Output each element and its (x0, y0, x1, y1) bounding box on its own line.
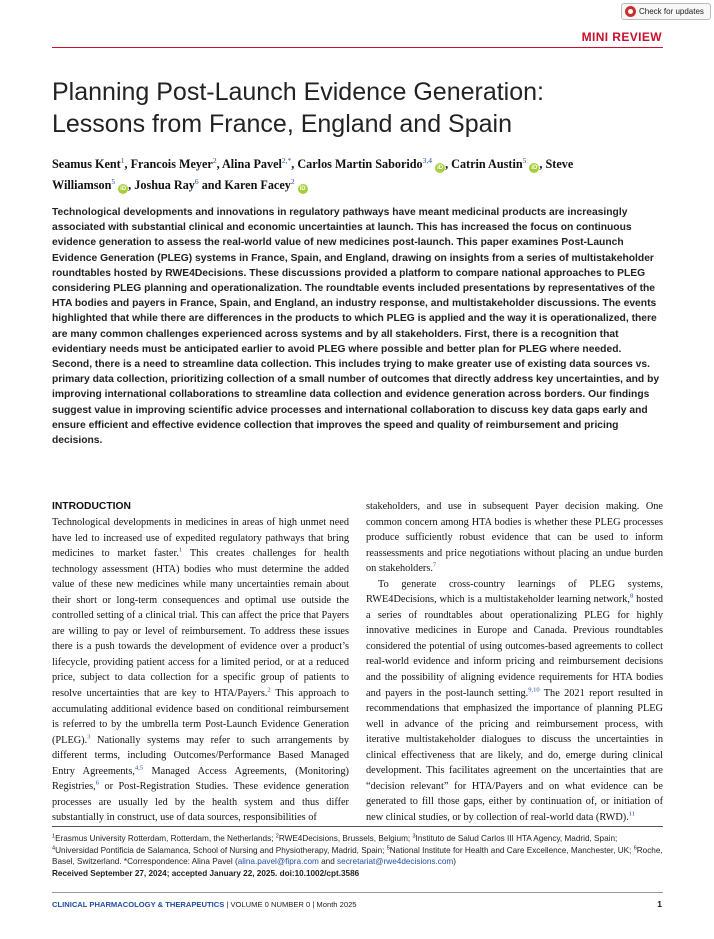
journal-name: CLINICAL PHARMACOLOGY & THERAPEUTICS (52, 900, 225, 909)
footnote-rule (52, 826, 663, 827)
body-paragraph: Technological developments in medicines in areas of high unmet need have led to increased use of expedited regulatory pathways that bring medicines to market faster.$^1$ This creates challenges for health technology assessment (HTA) bodies who must determine the added value of these new medicines while many uncertainties remain about their short or long-term consequences and optimal use outside the controlled setting of a clinical trial. This can affect the price that Payers are willing to pay or level of reimbursement. To address these issues there is a push towards the development of evidence over a product’s lifecycle, providing patient access for a limited period, or at a reduced price, subject to data collection for a specific group of patients to resolve uncertainties that are key to HTA/Payers.$^2$ This approach to accumulating additional evidence based on conditional reimbursement is referred to by the umbrella term Post-Launch Evidence Generation (PLEG).$^3$ Nationally systems may refer to such arrangements by different terms, including Outcomes/Performance Based Managed Entry Agreements,$^{4,5}$ Managed Access Agreements, (Monitoring) Registries,$^6$ or Post-Registration Studies. These evidence generation processes are usually led by the health system and thus differ substantially in construct, use of data sources, responsibilities of (52, 517, 349, 824)
citation-marker[interactable]: 7 (432, 561, 437, 569)
citation-marker[interactable]: 8 (629, 592, 634, 600)
intro-column-left (52, 499, 349, 826)
author-name[interactable]: Joshua Ray (134, 178, 195, 193)
article-title (52, 76, 672, 140)
author-affiliation-marker[interactable]: 1 (120, 156, 125, 165)
email-link[interactable]: secretariat@rwe4decisions.com (337, 857, 454, 867)
author-affiliation-marker[interactable]: 2,* (281, 156, 292, 165)
journal-footer (52, 900, 357, 909)
journal-issue: | VOLUME 0 NUMBER 0 | Month 2025 (224, 900, 357, 909)
author-name[interactable]: Seamus Kent (52, 157, 121, 172)
footer-rule (52, 892, 663, 893)
orcid-icon[interactable]: iD (531, 165, 538, 172)
orcid-icon[interactable]: iD (437, 165, 444, 172)
received-date: Received September 27, 2024; accepted January 22, 2025. doi:10.1002/cpt.3586 (52, 868, 360, 878)
check-for-updates-button[interactable] (621, 3, 711, 20)
check-for-updates-label: Check for updates (639, 7, 704, 16)
author-affiliation-marker[interactable]: 2 (212, 156, 217, 165)
author-affiliation-marker[interactable]: 5 (522, 156, 527, 165)
citation-marker[interactable]: 6 (95, 779, 100, 787)
affiliation-marker[interactable]: 1 (52, 833, 56, 840)
title-line-1: Planning Post-Launch Evidence Generation: (52, 78, 544, 106)
citation-marker[interactable]: 1 (178, 546, 183, 554)
author-affiliation-marker[interactable]: 3,4 (422, 156, 433, 165)
author-name[interactable]: Alina Pavel (221, 157, 282, 172)
orcid-icon[interactable]: iD (120, 186, 127, 193)
affiliation-marker[interactable]: 3 (412, 833, 416, 840)
affiliation-marker[interactable]: 5 (386, 844, 390, 851)
header-rule (52, 47, 663, 48)
author-name[interactable]: Francois Meyer (130, 157, 213, 172)
intro-text-left (52, 515, 349, 826)
author-affiliation-marker[interactable]: 6 (194, 177, 199, 187)
author-affiliation-marker[interactable]: 5 (111, 177, 116, 187)
crossmark-icon (625, 6, 636, 17)
citation-marker[interactable]: 9,10 (528, 686, 540, 694)
abstract: Technological developments and innovations in regulatory pathways have meant medicinal products are increasingly associated with substantial clinical and economic uncertainties at launch. This has increased the focus on continuous evidence generation to assess the real-world value of new medicines post-launch. This paper examines Post-Launch Evidence Generation (PLEG) systems in France, Spain, and England, drawing on insights from a series of multistakeholder roundtables hosted by RWE4Decisions. These discussions provided a platform to compare national approaches to PLEG considering PLEG planning and operationalization. The roundtable events included presentations by representatives of the HTA bodies and payers in France, Spain, and England, an industry response, and multistakeholder discussions. The events highlighted that while there are differences in the products to which PLEG is applied and the way it is operationalized, there are many common challenges experienced across systems and by all stakeholders. First, there is a recognition that evidentiary needs must be anticipated earlier to avoid PLEG where possible and better plan for PLEG where needed. Second, there is a need to streamline data collection. This includes trying to make greater use of existing data sources vs. primary data collection, prioritizing collection of a small number of outcomes that directly address key uncertainties, and by improving international collaborations to streamline data collection and evidence generation across borders. Our findings suggest value in improving scientific advice processes and international collaboration to discuss key data gaps early and ensure efficient and effective evidence collection that improves the speed and quality of reimbursement and pricing decisions. (52, 207, 660, 447)
citation-marker[interactable]: 11 (628, 810, 636, 818)
email-link[interactable]: alina.pavel@fipra.com (237, 857, 319, 867)
affiliations-text: $^1$Erasmus University Rotterdam, Rotterdam, the Netherlands; $^2$RWE4Decisions, Brussels, Belgium; $^3$Instituto de Salud Carlos III HTA Agency, Madrid, Spain; $^4$Universidad Pontificia de Salamanca, School of Nursing and Physiotherapy, Madrid, Spain; $^5$National Institute for Health and Care Excellence, Manchester, UK; $^6$Roche, Basel, Switzerland. *Correspondence: Alina Pavel (alina.pavel@fipra.com and secretariat@rwe4decisions.com) (52, 833, 663, 867)
page-number: 1 (657, 899, 662, 909)
author-list: Seamus Kent$^1$, Francois Meyer$^2$, Alina Pavel$^{2,*}$, Carlos Martin Saborido$^{3,4}$ iD , Catrin Austin$^5$ iD , Steve Williamson$^5$ iD , Joshua Ray$^6$ and Karen Facey$^2$ iD (52, 156, 574, 193)
intro-column-right (366, 499, 663, 825)
title-line-2: Lessons from France, England and Spain (52, 110, 512, 138)
affiliation-marker[interactable]: 2 (275, 833, 279, 840)
article-type-label: MINI REVIEW (581, 30, 662, 44)
affiliations-footnote (52, 833, 663, 879)
orcid-icon[interactable]: iD (299, 186, 306, 193)
citation-marker[interactable]: 4,5 (135, 764, 144, 772)
citation-marker[interactable]: 2 (267, 686, 271, 694)
affiliation-marker[interactable]: 4 (52, 844, 56, 851)
author-name[interactable]: Karen Facey (224, 178, 291, 193)
author-name[interactable]: Steve Williamson (52, 157, 574, 193)
affiliation-marker[interactable]: 6 (633, 844, 637, 851)
body-paragraph-continued: stakeholders, and use in subsequent Payer decision making. One common concern among HTA bodies is whether these PLEG processes produce sufficiently robust evidence that can be used to inform reassessments and price negotiations without placing an undue burden on stakeholders.$^7$ (366, 501, 663, 575)
section-heading-introduction: INTRODUCTION (52, 501, 131, 512)
body-paragraph: To generate cross-country learnings of PLEG systems, RWE4Decisions, which is a multistakeholder learning network,$^8$ hosted a series of roundtables about operationalizing PLEG for highly innovative medicines in Europe and Canada. Previous roundtables considered the potential of using outcomes-based agreements to collect real-world evidence and inform pricing and reimbursement decisions and the possibility of aligning evidence requirements for HTA bodies and payers in the post-launch setting.$^{9,10}$ The 2021 report resulted in recommendations that emphasized the importance of planning PLEG well in advance of the pricing and reimbursement process, with iterative multistakeholder dialogues to discuss the uncertainties in clinical effectiveness that are likely, and do, emerge during clinical development. This facilitates agreement on the uncertainties that are “decision relevant” for HTA/Payers and on what evidence can be generated to fill those gaps, either by continuation of, or initiation of new clinical studies, or by collection of real-world data (RWD).$^{11}$ (366, 578, 663, 823)
citation-marker[interactable]: 3 (87, 733, 91, 741)
author-name[interactable]: Catrin Austin (451, 157, 523, 172)
author-affiliation-marker[interactable]: 2 (290, 177, 295, 187)
author-name[interactable]: Carlos Martin Saborido (297, 157, 423, 172)
intro-text-right (366, 499, 663, 825)
